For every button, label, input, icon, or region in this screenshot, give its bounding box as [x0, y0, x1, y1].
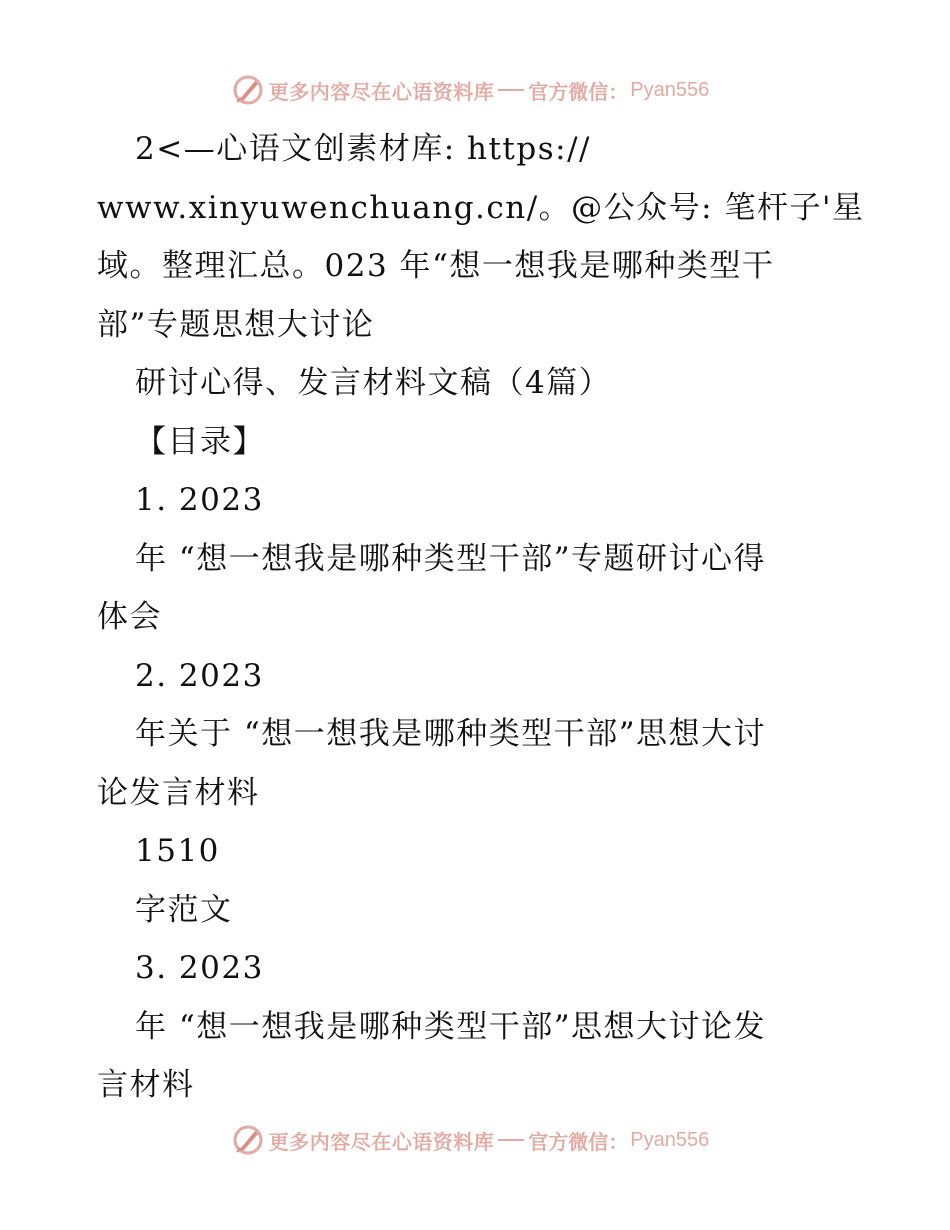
- toc-item-text: 体会: [97, 599, 162, 635]
- toc-item-text: 论发言材料: [97, 774, 260, 811]
- doc-subtitle: 研讨心得、发言材料文稿（4篇）: [135, 365, 612, 401]
- banner-dash: [498, 89, 524, 91]
- toc-item-text: 字范文: [135, 891, 233, 928]
- doc-line: 部”专题思想大讨论: [97, 306, 375, 343]
- document-body: [97, 120, 865, 1115]
- footer-banner: [0, 1120, 950, 1160]
- header-banner: [0, 70, 950, 110]
- banner-wechat-id: Pyan556: [630, 78, 710, 101]
- toc-item-number: 3. 2023: [135, 950, 264, 986]
- doc-line: 2<—心语文创素材库: https://: [135, 131, 591, 167]
- doc-line: www.xinyuwenchuang.cn/。@公众号: 笔杆子'星: [97, 189, 865, 226]
- toc-item-number: 1. 2023: [135, 482, 264, 518]
- banner-label: 官方微信：: [528, 79, 629, 104]
- quill-circle-logo-icon: [231, 73, 265, 107]
- banner-text: 更多内容尽在心语资料库: [268, 79, 495, 104]
- banner-label: 官方微信：: [528, 1129, 629, 1154]
- toc-item-text: 1510: [135, 833, 220, 869]
- toc-item-number: 2. 2023: [135, 657, 264, 694]
- toc-item-text: 年 “想一想我是哪种类型干部”专题研讨心得: [135, 540, 767, 577]
- doc-line: 域。整理汇总。023 年“想一想我是哪种类型干: [97, 248, 775, 284]
- banner-dash: [498, 1139, 524, 1141]
- banner-text: 更多内容尽在心语资料库: [268, 1129, 495, 1154]
- quill-circle-logo-icon: [231, 1123, 265, 1157]
- toc-heading: 【目录】: [135, 423, 265, 460]
- toc-item-text: 年 “想一想我是哪种类型干部”思想大讨论发: [135, 1008, 767, 1045]
- banner-wechat-id: Pyan556: [630, 1128, 710, 1151]
- toc-item-text: 言材料: [97, 1067, 195, 1103]
- toc-item-text: 年关于 “想一想我是哪种类型干部”思想大讨: [135, 716, 767, 752]
